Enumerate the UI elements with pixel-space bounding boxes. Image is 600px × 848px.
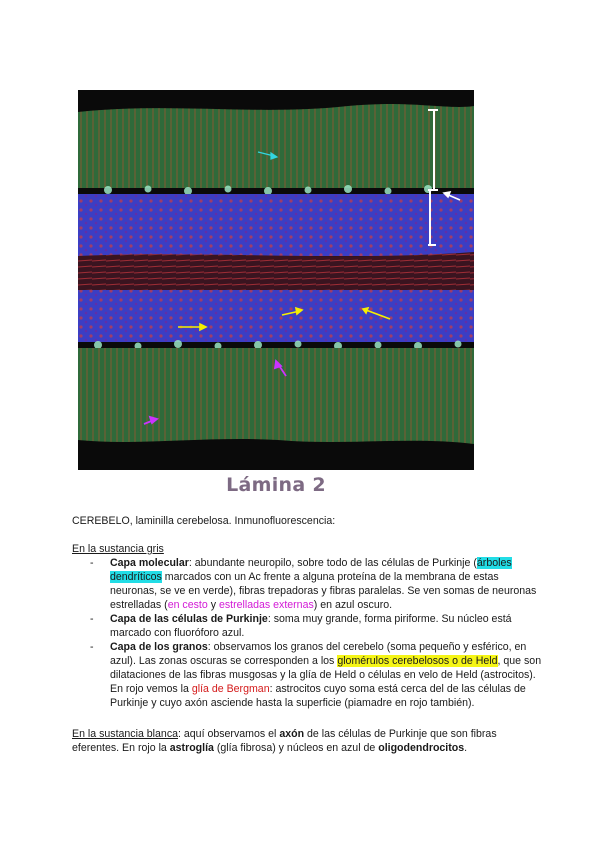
term-molecular: Capa molecular [110,557,189,569]
highlight-dendritic-trees: árboles dendríticos [110,557,512,583]
white-matter-paragraph: En la sustancia blanca: aquí observamos el axón de las células de Purkinje que son fibras eferentes. En rojo la astroglía (glía fibrosa) y núcleos en azul de oligodendrocitos. [72,728,497,754]
term-oligodendrocitos: oligodendrocitos [378,742,465,754]
list-item-granular: - Capa de los granos: observamos los granos del cerebelo (soma pequeño y esférico, en azul). Las zonas oscuras se corresponden a los glomérulos cerebelosos o de Held, que son dilataciones de las fibras musgosas y la glía de Held o células en velo de Held (astrocitos). En rojo vemos la glía de Bergman: astrocitos cuyo soma está cerca del de las células de Purkinje y cuyo axón asciende hasta la superficie (piamadre en rojo también). [110,640,542,710]
document-body [72,514,542,755]
term-granular: Capa de los granos [110,641,208,653]
intro-line: CEREBELO, laminilla cerebelosa. Inmunofluorescencia: [72,515,336,527]
list-item-purkinje: - Capa de las células de Purkinje: soma muy grande, forma piriforme. Su núcleo está marcado con fluoróforo azul. [110,612,542,640]
term-estrelladas-externas: estrelladas externas [218,599,314,611]
term-glia-bergman: glía de Bergman [191,683,270,695]
gray-matter-heading: En la sustancia gris [72,543,164,555]
white-matter-heading: En la sustancia blanca [72,728,179,740]
term-en-cesto: en cesto [167,599,208,611]
highlight-glomerulos: glomérulos cerebelosos o de Held [337,655,498,667]
list-item-molecular: - Capa molecular: abundante neuropilo, sobre todo de las células de Purkinje (árboles dendríticos marcados con un Ac frente a alguna proteína de la membrana de estas neuronas, se ve en verde), fibras trepadoras y fibras paralelas. Se ven somas de neuronas estrelladas (en cesto y estrelladas externas) en azul oscuro. [110,556,542,612]
term-axon: axón [279,728,305,740]
term-astroglia: astroglía [169,742,214,754]
figure-caption: Lámina 2 [226,474,326,496]
layer-list [72,556,542,710]
micrograph-figure [78,90,474,470]
term-purkinje: Capa de las células de Purkinje [110,613,268,625]
